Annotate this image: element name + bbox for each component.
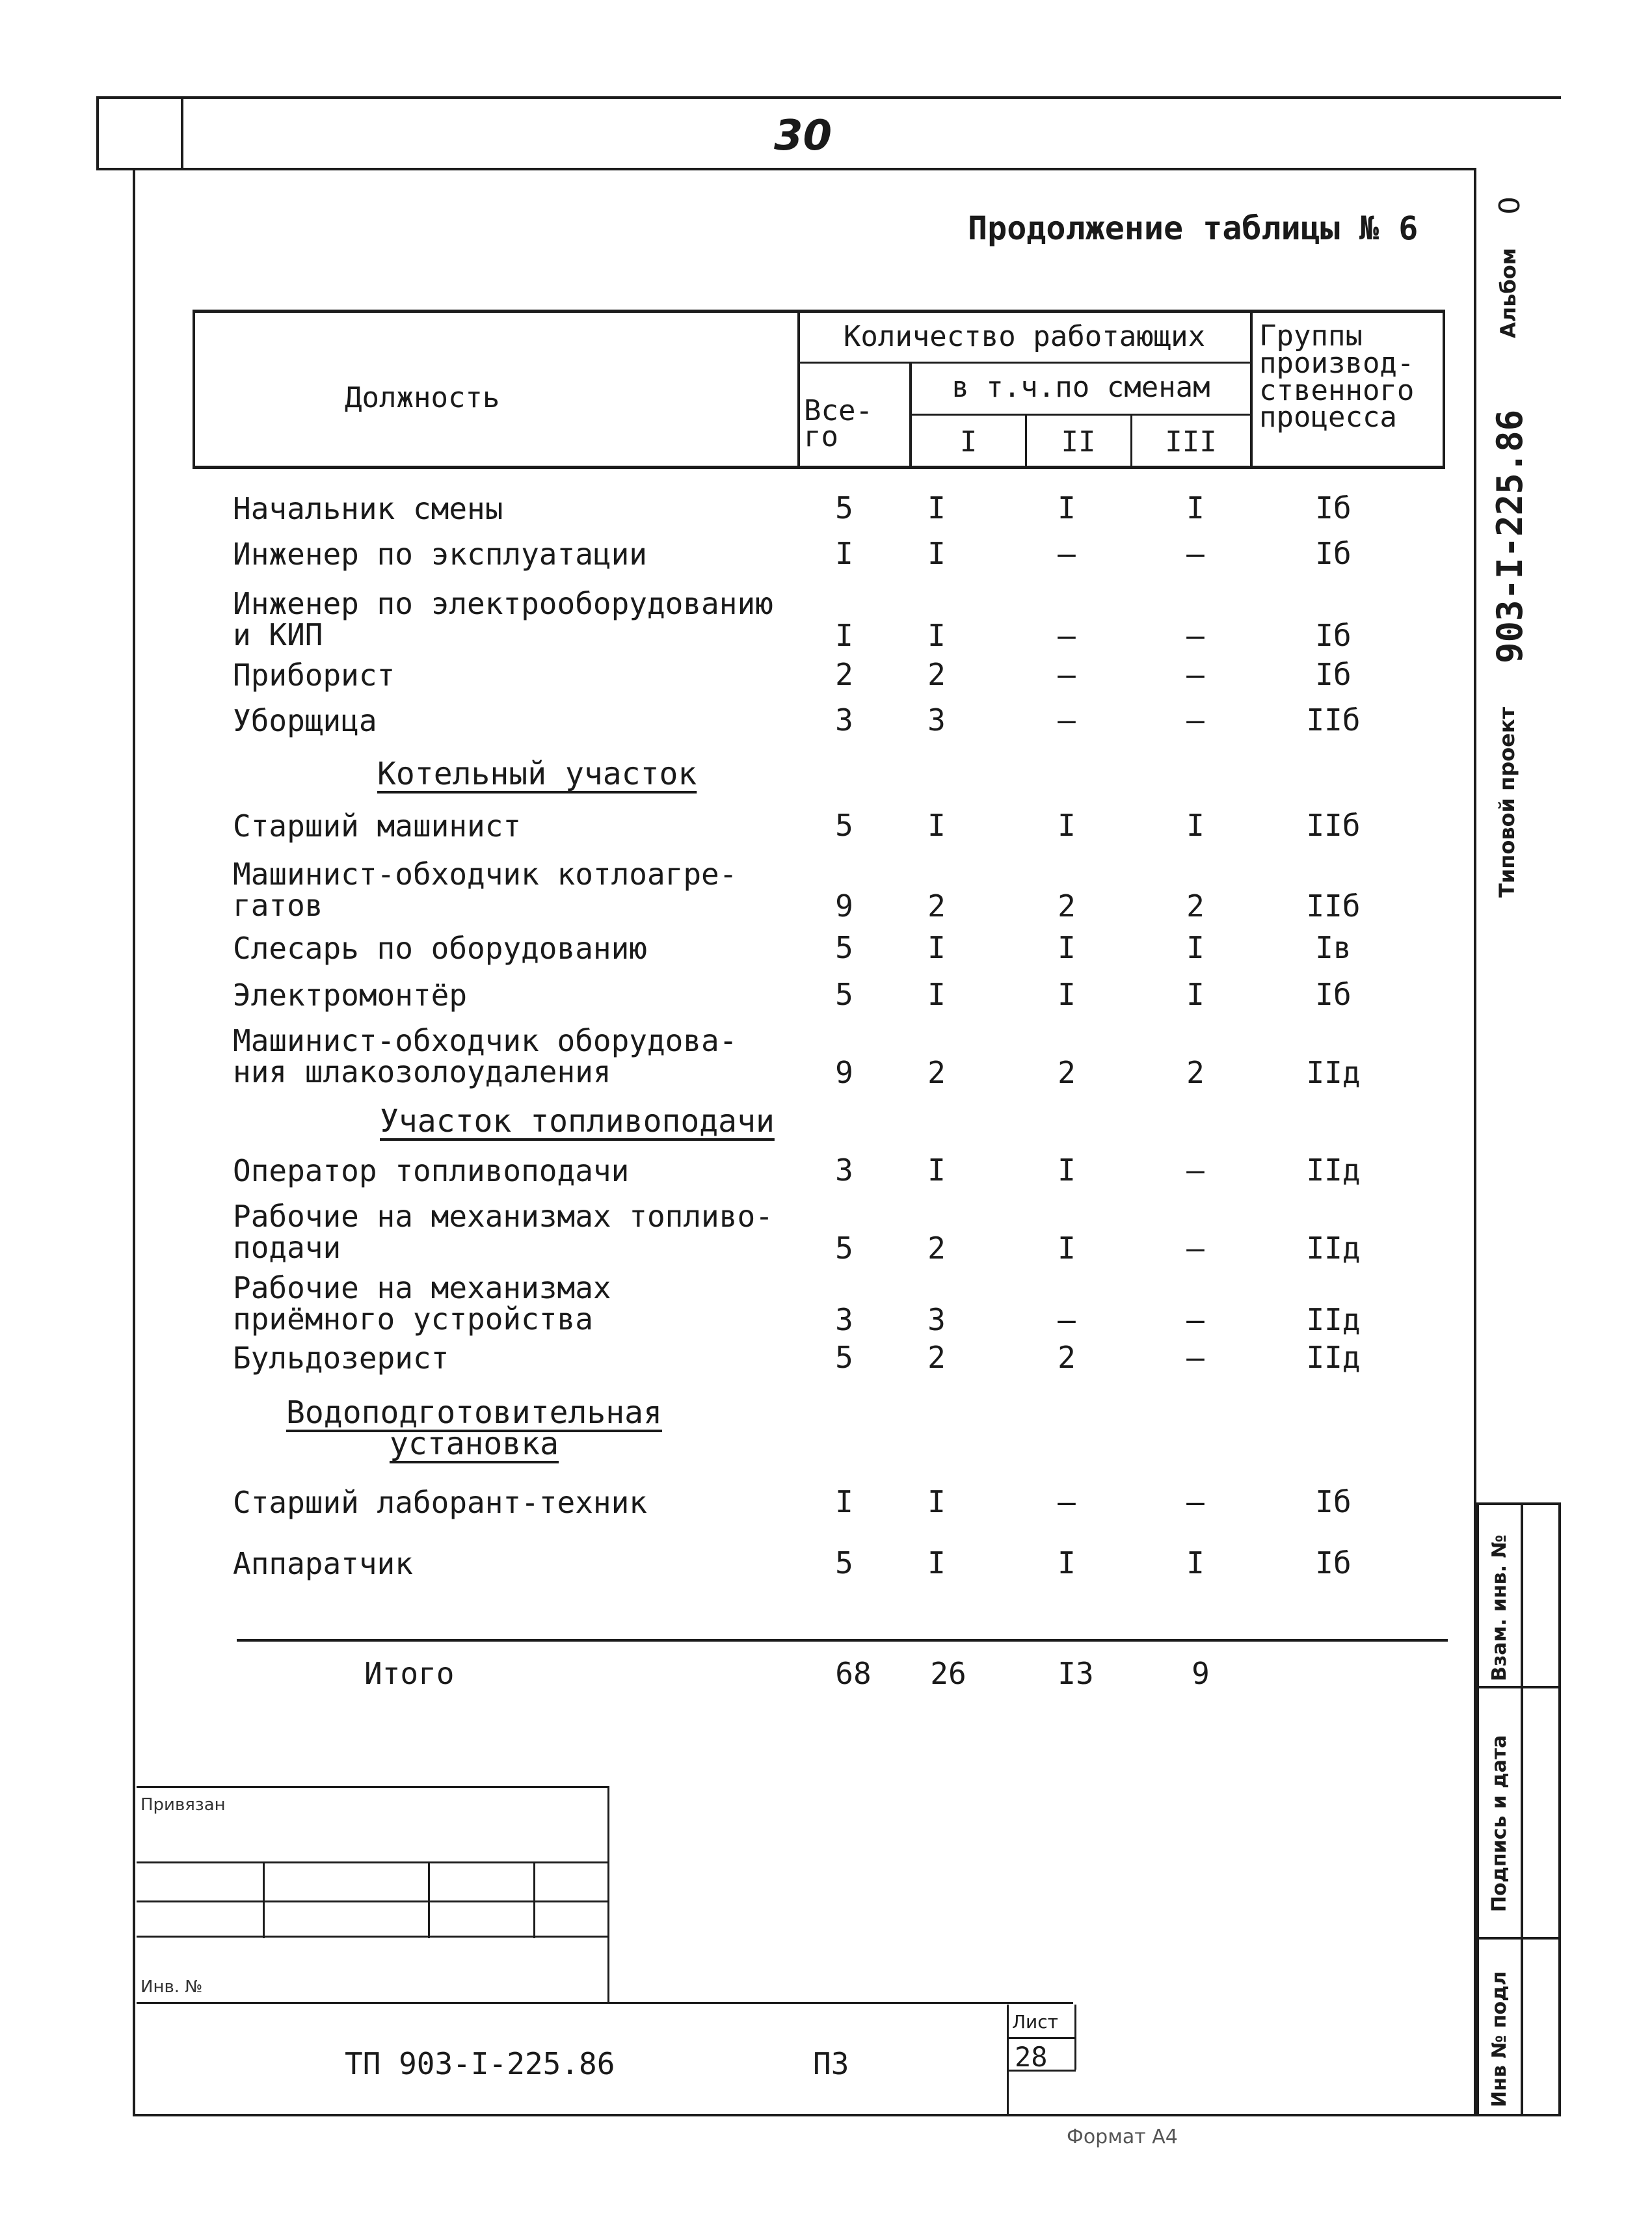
- row-s2-value: –: [1058, 1484, 1076, 1519]
- row-total-value: I: [835, 536, 853, 571]
- total-shift-3: 9: [1192, 1656, 1210, 1691]
- row-s2-value: –: [1058, 657, 1076, 692]
- row-total-value: 5: [835, 930, 853, 965]
- row-total-value: I: [835, 618, 853, 653]
- row-s1-value: I: [927, 1153, 946, 1188]
- row-s2-value: 2: [1058, 888, 1076, 924]
- sheet-label: Лист: [1012, 2011, 1058, 2033]
- section-heading: Водоподготовительная установка: [286, 1394, 662, 1462]
- header-right-line: [1443, 310, 1445, 468]
- link-block-vline-2: [428, 1861, 430, 1938]
- header-workers-count: Количество работающих: [843, 320, 1206, 353]
- row-position-name: Начальник смены: [233, 491, 503, 526]
- total-shift-2: I3: [1058, 1656, 1094, 1691]
- row-group-value: Iб: [1315, 536, 1352, 571]
- row-s2-value: –: [1058, 618, 1076, 653]
- side-album-label: Альбом: [1496, 248, 1521, 338]
- row-position-name: Машинист-обходчик оборудова- ния шлакозолоудаления: [233, 1023, 738, 1090]
- inv-number-label: Инв. №: [140, 1977, 203, 1997]
- row-s2-value: –: [1058, 702, 1076, 738]
- sheet-box-left: [1007, 2005, 1009, 2114]
- row-s1-value: I: [927, 808, 946, 843]
- header-by-shift: в т.ч.по сменам: [952, 371, 1210, 404]
- header-position: Должность: [345, 381, 500, 414]
- link-block-line-1: [137, 1861, 609, 1863]
- row-s2-value: –: [1058, 1302, 1076, 1337]
- row-group-value: Iб: [1315, 1484, 1352, 1519]
- row-total-value: 2: [835, 657, 853, 692]
- row-s3-value: I: [1186, 1545, 1205, 1580]
- doc-code: ТП 903-I-225.86: [345, 2046, 615, 2081]
- header-sub-line-2: [909, 414, 1251, 416]
- link-block-line-2: [137, 1900, 609, 1902]
- side-exchange-inv: Взам. инв. №: [1488, 1534, 1511, 1681]
- row-s1-value: I: [927, 1484, 946, 1519]
- row-total-value: 5: [835, 808, 853, 843]
- row-s2-value: I: [1058, 490, 1076, 526]
- total-label: Итого: [364, 1656, 455, 1691]
- row-total-value: 5: [835, 490, 853, 526]
- page-number: 30: [774, 112, 833, 160]
- row-s1-value: I: [927, 1545, 946, 1580]
- header-process-group: Группы производ- ственного процесса: [1259, 319, 1415, 434]
- row-s1-value: I: [927, 536, 946, 571]
- side-project-code: 903-I-225.86: [1489, 409, 1530, 663]
- side-stamp-top-line: [1476, 1502, 1561, 1505]
- frame-bottom-line: [133, 2114, 1561, 2116]
- row-s1-value: 2: [927, 1055, 946, 1090]
- side-stamp-sep-2: [1476, 1937, 1561, 1940]
- row-group-value: IIд: [1306, 1055, 1361, 1090]
- frame-top-line: [96, 96, 1561, 99]
- row-s3-value: –: [1186, 1340, 1205, 1375]
- row-s3-value: –: [1186, 1231, 1205, 1266]
- row-total-value: 3: [835, 1302, 853, 1337]
- row-s1-value: 3: [927, 702, 946, 738]
- row-s3-value: –: [1186, 1153, 1205, 1188]
- linked-label: Привязан: [140, 1795, 226, 1815]
- link-block-vline-1: [263, 1861, 265, 1938]
- row-group-value: Iб: [1315, 1545, 1352, 1580]
- row-position-name: Машинист-обходчик котлоагре- гатов: [233, 857, 738, 924]
- frame-left-outer-line: [96, 96, 99, 169]
- row-s2-value: I: [1058, 1545, 1076, 1580]
- row-s3-value: I: [1186, 977, 1205, 1012]
- row-group-value: Iб: [1315, 657, 1352, 692]
- row-total-value: 9: [835, 1055, 853, 1090]
- side-typical-project: Типовой проект: [1495, 706, 1519, 898]
- total-sum: 68: [835, 1656, 872, 1691]
- row-s2-value: 2: [1058, 1055, 1076, 1090]
- sheet-box-mid: [1007, 2037, 1076, 2039]
- side-stamp-left-line: [1476, 1502, 1479, 2116]
- header-shift-3: III: [1165, 425, 1217, 459]
- row-group-value: IIд: [1306, 1231, 1361, 1266]
- row-position-name: Инженер по электрооборудованию и КИП: [233, 586, 773, 653]
- frame-left-strip-line: [181, 96, 183, 169]
- row-s3-value: –: [1186, 1302, 1205, 1337]
- section-heading: Участок топливоподачи: [380, 1103, 775, 1140]
- format-label: Формат А4: [1067, 2126, 1178, 2148]
- row-s2-value: I: [1058, 1231, 1076, 1266]
- row-s2-value: –: [1058, 536, 1076, 571]
- header-col-divider-1: [797, 310, 800, 468]
- table-title: Продолжение таблицы № 6: [968, 209, 1419, 247]
- row-position-name: Инженер по эксплуатации: [233, 537, 647, 572]
- row-total-value: 5: [835, 1340, 853, 1375]
- row-group-value: IIд: [1306, 1340, 1361, 1375]
- row-s3-value: –: [1186, 702, 1205, 738]
- header-bottom-line: [193, 466, 1445, 469]
- header-shift-2: II: [1061, 425, 1096, 459]
- row-s1-value: I: [927, 977, 946, 1012]
- row-position-name: Оператор топливоподачи: [233, 1153, 630, 1188]
- row-s1-value: I: [927, 490, 946, 526]
- side-signature-date: Подпись и дата: [1488, 1735, 1511, 1912]
- row-total-value: I: [835, 1484, 853, 1519]
- header-shift-1: I: [959, 425, 978, 459]
- row-s1-value: I: [927, 618, 946, 653]
- side-stamp-col-line: [1521, 1502, 1523, 2116]
- row-s1-value: 2: [927, 888, 946, 924]
- row-group-value: IIд: [1306, 1302, 1361, 1337]
- row-group-value: IIб: [1306, 702, 1361, 738]
- row-position-name: Старший машинист: [233, 808, 522, 844]
- row-group-value: Iв: [1315, 930, 1352, 965]
- row-s3-value: 2: [1186, 1055, 1205, 1090]
- row-s1-value: I: [927, 930, 946, 965]
- row-position-name: Слесарь по оборудованию: [233, 931, 647, 966]
- header-left-line: [193, 310, 195, 468]
- section-code: ПЗ: [813, 2046, 849, 2081]
- link-block-top-line: [137, 1786, 609, 1788]
- row-s2-value: I: [1058, 1153, 1076, 1188]
- row-position-name: Рабочие на механизмах приёмного устройства: [233, 1270, 611, 1337]
- side-stamp-right-line: [1558, 1502, 1561, 2116]
- row-group-value: IIб: [1306, 888, 1361, 924]
- row-position-name: Рабочие на механизмах топливо- подачи: [233, 1199, 773, 1266]
- row-total-value: 5: [835, 1545, 853, 1580]
- header-col-divider-group: [1250, 310, 1253, 468]
- row-s2-value: I: [1058, 930, 1076, 965]
- header-top-line: [193, 310, 1445, 313]
- row-group-value: IIд: [1306, 1153, 1361, 1188]
- row-position-name: Аппаратчик: [233, 1546, 413, 1581]
- row-s1-value: 2: [927, 1340, 946, 1375]
- row-position-name: Электромонтёр: [233, 978, 468, 1013]
- row-s3-value: –: [1186, 1484, 1205, 1519]
- row-s3-value: I: [1186, 930, 1205, 965]
- row-total-value: 3: [835, 702, 853, 738]
- sheet-number: 28: [1015, 2041, 1048, 2073]
- row-s3-value: –: [1186, 618, 1205, 653]
- side-stamp-sep-1: [1476, 1686, 1561, 1688]
- frame-left-line: [133, 168, 135, 2116]
- row-total-value: 5: [835, 977, 853, 1012]
- row-position-name: Бульдозерист: [233, 1340, 449, 1376]
- row-position-name: Старший лаборант-техник: [233, 1485, 647, 1520]
- row-s1-value: 2: [927, 1231, 946, 1266]
- link-block-line-3: [137, 1936, 609, 1938]
- row-total-value: 9: [835, 888, 853, 924]
- link-block-vline-3: [533, 1861, 535, 1938]
- row-s3-value: –: [1186, 536, 1205, 571]
- row-position-name: Уборщица: [233, 703, 377, 738]
- row-group-value: Iб: [1315, 618, 1352, 653]
- link-block-right-line: [607, 1786, 609, 2003]
- row-total-value: 5: [835, 1231, 853, 1266]
- row-s1-value: 3: [927, 1302, 946, 1337]
- row-total-value: 3: [835, 1153, 853, 1188]
- row-s3-value: I: [1186, 808, 1205, 843]
- header-total: Все- го: [804, 394, 873, 453]
- row-s2-value: I: [1058, 977, 1076, 1012]
- frame-header-line: [96, 168, 1475, 170]
- row-s2-value: I: [1058, 808, 1076, 843]
- side-album-number: 0: [1493, 196, 1526, 215]
- total-separator-line: [237, 1639, 1448, 1642]
- row-s3-value: I: [1186, 490, 1205, 526]
- row-s2-value: 2: [1058, 1340, 1076, 1375]
- row-group-value: Iб: [1315, 490, 1352, 526]
- section-heading: Котельный участок: [377, 756, 697, 792]
- row-group-value: IIб: [1306, 808, 1361, 843]
- row-s3-value: 2: [1186, 888, 1205, 924]
- row-position-name: Приборист: [233, 658, 395, 693]
- row-group-value: Iб: [1315, 977, 1352, 1012]
- total-shift-1: 26: [930, 1656, 966, 1691]
- side-inv-orig: Инв № подл: [1488, 1971, 1511, 2107]
- row-s1-value: 2: [927, 657, 946, 692]
- row-s3-value: –: [1186, 657, 1205, 692]
- header-sub-line-1: [797, 362, 1251, 364]
- link-block-line-4: [137, 2002, 1073, 2004]
